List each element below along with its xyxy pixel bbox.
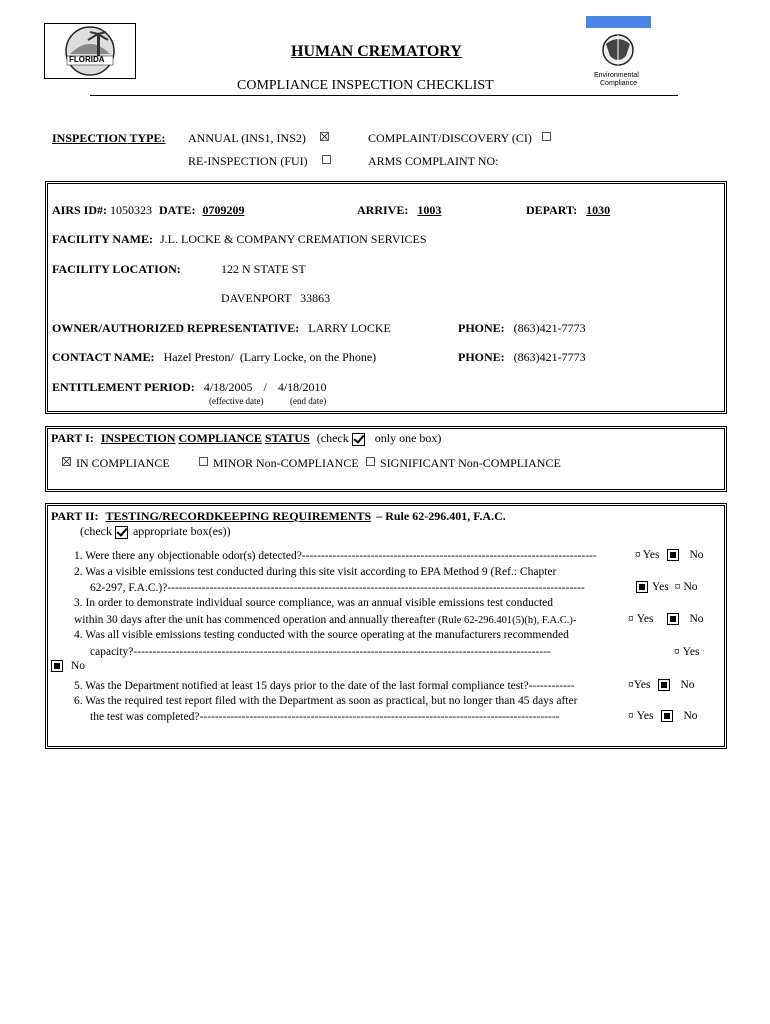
part2-check-instruction: (check appropriate box(es)): [80, 524, 231, 538]
annual-option[interactable]: ANNUAL (INS1, INS2): [188, 131, 319, 146]
question-6-line-1: 6. Was the required test report filed with the Department as soon as practical, but no longer than 45 days after: [74, 695, 578, 707]
page-title: HUMAN CREMATORY: [291, 43, 462, 60]
facility-street: 122 N STATE ST: [221, 262, 306, 276]
facility-name-row: FACILITY NAME: J.L. LOCKE & COMPANY CREMATION SERVICES: [52, 232, 427, 246]
question-1: 1. Were there any objectionable odor(s) detected?-----------------------------------------------------------------------------: [74, 550, 597, 562]
contact-phone-row: PHONE: (863)421-7773: [458, 350, 586, 364]
airs-id-row: AIRS ID#: 1050323 DATE: 0709209: [52, 203, 245, 217]
check-mark-icon: [115, 526, 128, 539]
q1-no-checkbox[interactable]: [667, 549, 679, 561]
accent-bar: [586, 16, 651, 28]
contact-row: CONTACT NAME: Hazel Preston/ (Larry Locke, on the Phone): [52, 350, 377, 364]
reinspection-checkbox[interactable]: [322, 155, 331, 164]
yes-mark-icon: ¤: [635, 549, 641, 561]
check-mark-icon: [352, 433, 365, 446]
arrive-row: ARRIVE: 1003: [357, 203, 442, 217]
inspection-type-label: INSPECTION TYPE:: [52, 131, 166, 145]
environmental-compliance-logo: [596, 30, 640, 70]
florida-seal-icon: [45, 24, 135, 78]
significant-checkbox[interactable]: [366, 457, 375, 466]
arms-complaint: ARMS COMPLAINT NO:: [368, 154, 499, 168]
significant-option[interactable]: SIGNIFICANT Non-COMPLIANCE: [366, 456, 561, 471]
yes-mark-icon: ¤: [628, 679, 634, 691]
question-4-line-2: capacity?-------------------------------------------------------------------------------------------------------------: [90, 646, 551, 658]
yes-mark-icon: ¤: [674, 646, 680, 658]
owner-row: OWNER/AUTHORIZED REPRESENTATIVE: LARRY LOCKE: [52, 321, 391, 335]
q1-answers[interactable]: ¤ Yes No: [635, 549, 704, 561]
q5-answers[interactable]: ¤Yes No: [628, 679, 695, 691]
q4-no[interactable]: No: [51, 660, 85, 672]
minor-option[interactable]: MINOR Non-COMPLIANCE: [199, 456, 359, 471]
facility-location-label: FACILITY LOCATION:: [52, 262, 181, 276]
question-6-line-2: the test was completed?----------------------------------------------------------------------------------------------: [90, 711, 560, 723]
page-subtitle: COMPLIANCE INSPECTION CHECKLIST: [237, 78, 494, 93]
globe-icon: [596, 30, 640, 70]
q2-yes-checkbox[interactable]: [636, 581, 648, 593]
reinspection-option[interactable]: RE-INSPECTION (FUI): [188, 154, 321, 169]
q3-no-checkbox[interactable]: [667, 613, 679, 625]
yes-mark-icon: ¤: [628, 710, 634, 722]
q6-answers[interactable]: ¤ Yes No: [628, 710, 698, 722]
complaint-option[interactable]: COMPLAINT/DISCOVERY (CI): [368, 131, 545, 146]
q4-yes[interactable]: ¤ Yes: [674, 646, 700, 658]
logo-label: FLORIDA: [69, 55, 105, 64]
q4-no-checkbox[interactable]: [51, 660, 63, 672]
title-rule: [90, 95, 678, 96]
q5-no-checkbox[interactable]: [658, 679, 670, 691]
question-4-line-1: 4. Was all visible emissions testing conducted with the source operating at the manufacturers recommended: [74, 629, 569, 641]
question-3-line-1: 3. In order to demonstrate individual source compliance, was an annual visible emissions test conducted: [74, 597, 554, 609]
question-3-line-2: within 30 days after the unit has commenced operation and annually thereafter (Rule 62-296.401(5)(h), F.A.C.)-: [74, 614, 577, 626]
depart-row: DEPART: 1030: [526, 203, 611, 217]
facility-city-zip: DAVENPORT 33863: [221, 291, 331, 305]
q2-answers[interactable]: Yes ¤ No: [636, 581, 698, 593]
yes-mark-icon: ¤: [628, 613, 634, 625]
florida-logo: [44, 23, 136, 79]
minor-checkbox[interactable]: [199, 457, 208, 466]
complaint-checkbox[interactable]: [542, 132, 551, 141]
part1-heading: PART I: INSPECTION COMPLIANCE STATUS (check only one box): [51, 431, 442, 445]
no-mark-icon: ¤: [674, 581, 681, 593]
env-text-2: Compliance: [600, 80, 637, 87]
question-5: 5. Was the Department notified at least 15 days prior to the date of the last formal compliance test?------------: [74, 680, 575, 692]
env-text-1: Environmental: [594, 72, 639, 79]
in-compliance-checkbox[interactable]: [62, 457, 71, 466]
end-date-caption: (end date): [290, 396, 327, 406]
part2-heading: PART II: TESTING/RECORDKEEPING REQUIREMENTS – Rule 62-296.401, F.A.C.: [51, 509, 506, 523]
entitlement-row: ENTITLEMENT PERIOD: 4/18/2005 / 4/18/2010: [52, 380, 327, 394]
q3-answers[interactable]: ¤ Yes No: [628, 613, 704, 625]
question-2-line-1: 2. Was a visible emissions test conducted during this site visit according to EPA Method 9 (Ref.: Chapter: [74, 566, 557, 578]
effective-date-caption: (effective date): [209, 396, 264, 406]
q6-no-checkbox[interactable]: [661, 710, 673, 722]
owner-phone-row: PHONE: (863)421-7773: [458, 321, 586, 335]
in-compliance-option[interactable]: IN COMPLIANCE: [62, 456, 170, 471]
question-2-line-2: 62-297, F.A.C.)?-------------------------------------------------------------------------------------------------------------: [90, 582, 585, 594]
annual-checkbox[interactable]: [320, 132, 329, 141]
